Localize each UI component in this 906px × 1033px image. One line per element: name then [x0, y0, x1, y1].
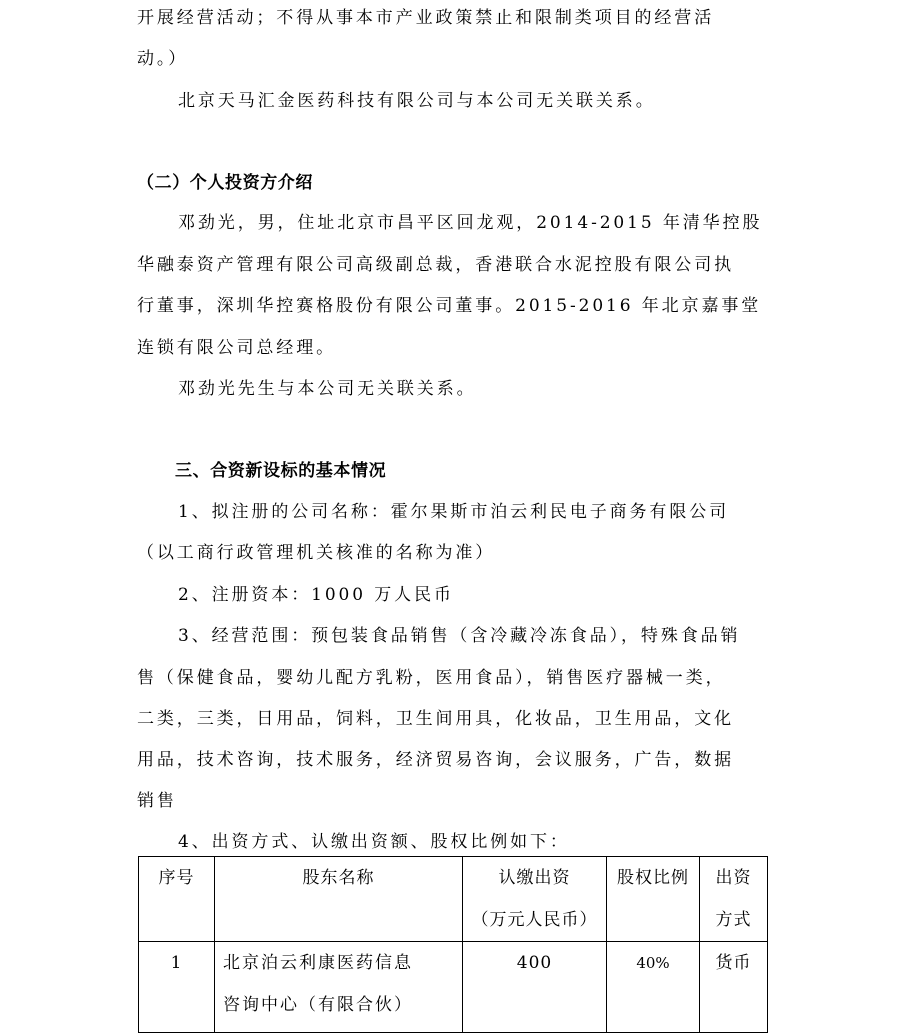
paragraph-line: 动。） — [137, 49, 189, 69]
table-header-row — [139, 857, 768, 942]
paragraph-line: 北京天马汇金医药科技有限公司与本公司无关联关系。 — [178, 91, 656, 111]
list-item-line: 用品，技术咨询，技术服务，经济贸易咨询，会议服务，广告，数据 — [137, 750, 734, 770]
cell-shareholder-name: 北京泊云利康医药信息 咨询中心（有限合伙） — [215, 942, 463, 1033]
header-contribution-method: 出资 方式 — [700, 857, 768, 942]
header-subscribed-amount: 认缴出资 （万元人民币） — [463, 857, 607, 942]
paragraph-line: 开展经营活动；不得从事本市产业政策禁止和限制类项目的经营活 — [137, 8, 715, 28]
section-heading: （二）个人投资方介绍 — [137, 173, 313, 193]
list-item-line: 售（保健食品，婴幼儿配方乳粉，医用食品），销售医疗器械一类， — [137, 668, 726, 688]
header-equity-ratio: 股权比例 — [607, 857, 700, 942]
list-item-line: （以工商行政管理机关核准的名称为准） — [137, 543, 496, 563]
list-item-line: 销售 — [137, 791, 177, 811]
paragraph-line: 邓劲光先生与本公司无关联关系。 — [178, 379, 477, 399]
list-item-line: 4、出资方式、认缴出资额、股权比例如下： — [178, 832, 570, 852]
list-item-line: 2、注册资本：1000 万人民币 — [178, 585, 454, 605]
paragraph-line: 行董事，深圳华控赛格股份有限公司董事。2015-2016 年北京嘉事堂 — [137, 296, 762, 316]
cell-equity-ratio: 40% — [607, 942, 700, 1033]
paragraph-line: 邓劲光，男，住址北京市昌平区回龙观，2014-2015 年清华控股 — [178, 213, 763, 233]
cell-seq: 1 — [139, 942, 215, 1033]
header-seq: 序号 — [139, 857, 215, 942]
shareholder-table — [138, 856, 767, 1033]
section-heading: 三、合资新设标的基本情况 — [175, 461, 387, 481]
paragraph-line: 华融泰资产管理有限公司高级副总裁，香港联合水泥控股有限公司执 — [137, 255, 734, 275]
table-row — [139, 942, 768, 1033]
cell-contribution-method: 货币 — [700, 942, 768, 1033]
list-item-line: 1、拟注册的公司名称：霍尔果斯市泊云利民电子商务有限公司 — [178, 502, 730, 522]
list-item-line: 3、经营范围：预包装食品销售（含冷藏冷冻食品），特殊食品销 — [178, 626, 741, 646]
list-item-line: 二类，三类，日用品，饲料，卫生间用具，化妆品，卫生用品，文化 — [137, 709, 734, 729]
cell-subscribed-amount: 400 — [463, 942, 607, 1033]
header-shareholder-name: 股东名称 — [215, 857, 463, 942]
paragraph-line: 连锁有限公司总经理。 — [137, 338, 336, 358]
